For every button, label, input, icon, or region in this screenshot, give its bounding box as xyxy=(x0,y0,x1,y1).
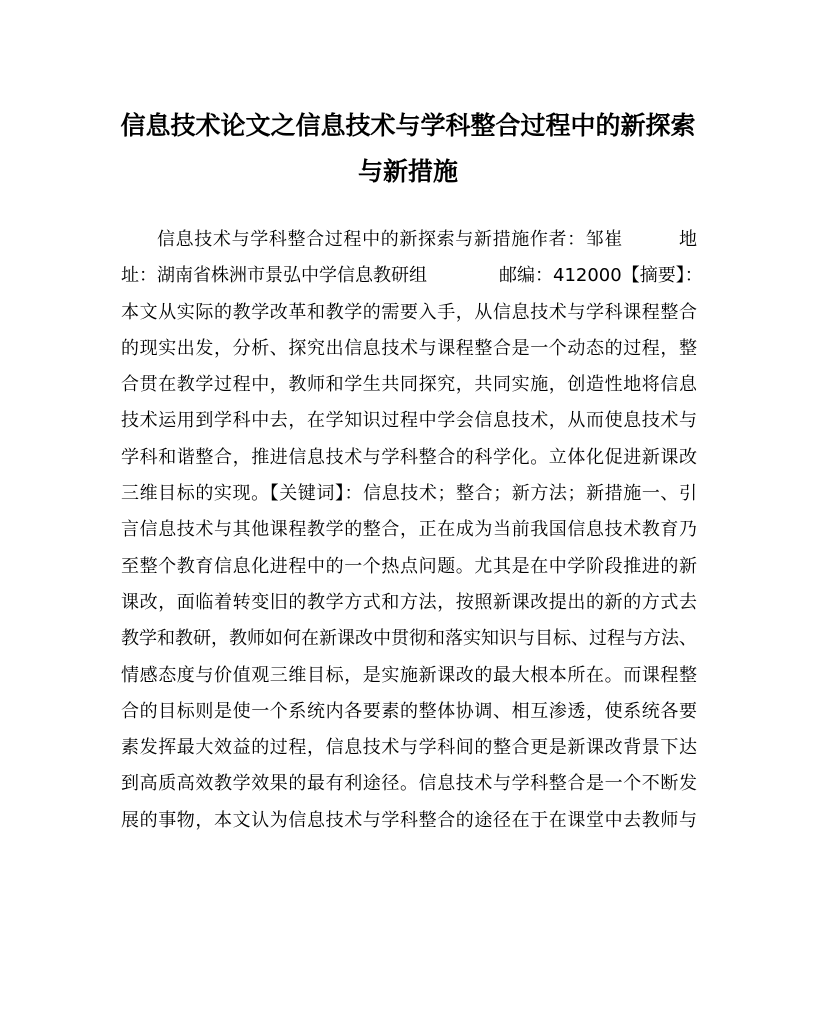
body-line: 素发挥最大效益的过程，信息技术与学科间的整合更是新课改背景下达 xyxy=(121,737,697,759)
body-line: 三维目标的实现。【关键词】：信息技术；整合；新方法；新措施一、引 xyxy=(121,483,697,505)
title-line-1: 信息技术论文之信息技术与学科整合过程中的新探索 xyxy=(120,111,696,140)
body-line: 本文从实际的教学改革和教学的需要入手，从信息技术与学科课程整合 xyxy=(121,301,697,323)
body-line: 合贯在教学过程中，教师和学生共同探究，共同实施，创造性地将信息 xyxy=(121,374,697,396)
body-line: 到高质高效教学效果的最有利途径。信息技术与学科整合是一个不断发 xyxy=(121,773,697,795)
body-line: 学科和谐整合，推进信息技术与学科整合的科学化。立体化促进新课改 xyxy=(121,446,697,468)
body-line: 址：湖南省株洲市景弘中学信息教研组 邮编：412000【摘要】： xyxy=(121,265,703,287)
body-line: 合的目标则是使一个系统内各要素的整体协调、相互渗透，使系统各要 xyxy=(121,700,697,722)
body-line: 教学和教研，教师如何在新课改中贯彻和落实知识与目标、过程与方法、 xyxy=(121,628,697,650)
body-line: 课改，面临着转变旧的教学方式和方法，按照新课改提出的新的方式去 xyxy=(121,591,697,613)
body-line: 的现实出发，分析、探究出信息技术与课程整合是一个动态的过程，整 xyxy=(121,337,697,359)
body-line: 信息技术与学科整合过程中的新探索与新措施作者：邹崔 地 xyxy=(157,229,697,250)
body-line: 展的事物，本文认为信息技术与学科整合的途径在于在课堂中去教师与 xyxy=(121,809,697,831)
document-body xyxy=(121,222,703,839)
title-line-2: 与新措施 xyxy=(357,157,458,186)
body-line: 至整个教育信息化进程中的一个热点问题。尤其是在中学阶段推进的新 xyxy=(121,555,697,577)
body-line: 技术运用到学科中去，在学知识过程中学会信息技术，从而使息技术与 xyxy=(121,410,697,432)
body-line: 情感态度与价值观三维目标，是实施新课改的最大根本所在。而课程整 xyxy=(121,664,697,686)
document-title xyxy=(100,103,716,195)
body-line: 言信息技术与其他课程教学的整合，正在成为当前我国信息技术教育乃 xyxy=(121,519,697,541)
